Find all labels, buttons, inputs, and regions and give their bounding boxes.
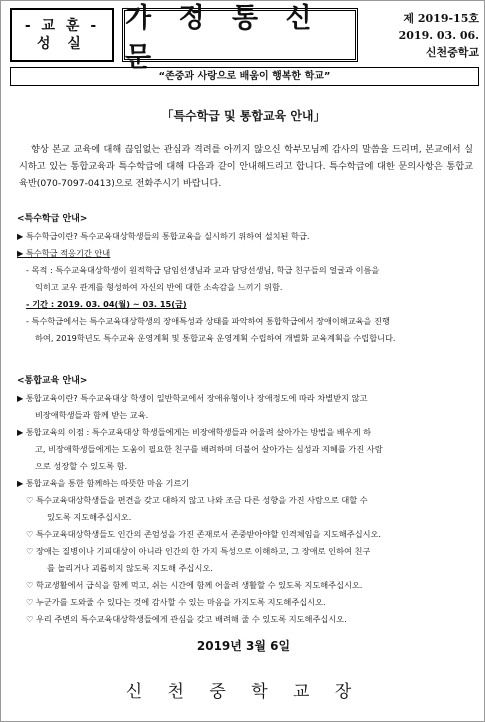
list-item: ♡ 누군가를 도와줄 수 있다는 것에 감사할 수 있는 마음을 가지도록 지도해주십시오. [26, 597, 326, 607]
list-item: ♡ 특수교육대상학생들도 인간의 존엄성을 가진 존재로서 존중받아야할 인격체임을 지도해주십시오. [26, 529, 382, 539]
list-item: ♡ 우리 주변의 특수교육대상학생들에게 관심을 갖고 배려해 줄 수 있도록 지도해주십시오. [26, 614, 347, 624]
list-item: - 기간 : 2019. 03. 04(월) ~ 03. 15(금) [26, 299, 187, 309]
intro-paragraph: 향상 본교 교육에 대해 끊임없는 관심과 격려를 아끼지 않으신 학부모님께 감사의 말씀을 드리며, 본교에서 실시하고 있는 통합교육과 특수학급에 대해 다음과 같이 안내해드리고 합니다. 특수학급에 대한 문의사항은 통합교육반(070-7097-0413)으로 전화주시기 바랍니다. [19, 144, 473, 189]
section-heading: <특수학급 안내> [17, 214, 88, 224]
motto-text: 성 실 [37, 36, 87, 52]
list-item: ▶ 특수학급 적응기간 안내 [17, 248, 111, 258]
principal-signature: 신 천 중 학 교 장 [125, 682, 362, 702]
newsletter-title: 가 정 통 신 문 [122, 8, 358, 62]
motto-label: - 교 훈 - [24, 18, 100, 34]
list-item: ▶ 통합교육이란? 특수교육대상 학생이 일반학교에서 장애유형이나 장애정도에 따라 차별받지 않고 [17, 393, 368, 403]
issue-number: 제 2019-15호 [403, 11, 479, 25]
list-item: ♡ 특수교육대상학생들을 편견을 갖고 대하지 않고 나와 조금 다른 성향을 가진 사람으로 대할 수 [26, 495, 368, 505]
list-item: ♡ 장애는 질병이나 기피대상이 아니라 인간의 한 가지 특성으로 이해하고, 그 장애로 인하여 친구 [26, 546, 371, 556]
list-item: 비장애학생들과 함께 받는 교육. [35, 410, 149, 420]
section-heading: <통합교육 안내> [17, 376, 88, 386]
document-title: 「특수학급 및 통합교육 안내」 [161, 109, 326, 123]
newsletter-header [10, 3, 479, 73]
issue-info [366, 8, 479, 62]
school-motto-box [10, 8, 114, 62]
list-item: 익히고 교우 관계를 형성하여 자신의 반에 대한 소속감을 느끼기 위함. [35, 282, 283, 292]
list-item: - 목적 : 특수교육대상학생이 원적학급 담임선생님과 교과 담당선생님, 학급 친구들의 얼굴과 이름을 [26, 265, 380, 275]
list-item: ▶ 특수학급이란? 특수교육대상학생들의 통합교육을 실시하기 위하여 설치된 학급. [17, 231, 310, 241]
school-name: 신천중학교 [425, 45, 479, 59]
list-item: 를 놀리거나 괴롭히지 않도록 지도해 주십시오. [47, 563, 213, 573]
list-item: ▶ 통합교육의 이점 : 특수교육대상 학생들에게는 비장애학생들과 어울려 살아가는 방법을 배우게 하 [17, 427, 372, 437]
list-item: 하여, 2019학년도 특수교육 운영계획 및 통합교육 운영계획 수립하여 개별화 교육계획을 수립합니다. [35, 333, 396, 343]
list-item: ♡ 학교생활에서 급식을 함께 먹고, 쉬는 시간에 함께 어울려 생활할 수 있도록 지도해주십시오. [26, 580, 363, 590]
school-slogan: “존중과 사랑으로 배움이 행복한 학교” [10, 67, 479, 86]
footer-date: 2019년 3월 6일 [196, 639, 291, 653]
list-item: 으로 성장할 수 있도록 함. [35, 461, 128, 471]
issue-date: 2019. 03. 06. [398, 28, 479, 42]
list-item: ▶ 통합교육을 통한 함께하는 따뜻한 마음 기르기 [17, 478, 190, 488]
special-class-section [17, 211, 477, 347]
inclusive-education-section [17, 373, 477, 628]
list-item: 고, 비장애학생들에게는 도움이 필요한 친구를 배려하며 더불어 살아가는 심성과 지혜를 가진 사람 [35, 444, 383, 454]
list-item: - 특수학급에서는 특수교육대상학생의 장애특성과 상태를 파악하여 통합학급에서 장애이해교육을 진행 [26, 316, 390, 326]
list-item: 있도록 지도해주십시오. [47, 512, 132, 522]
